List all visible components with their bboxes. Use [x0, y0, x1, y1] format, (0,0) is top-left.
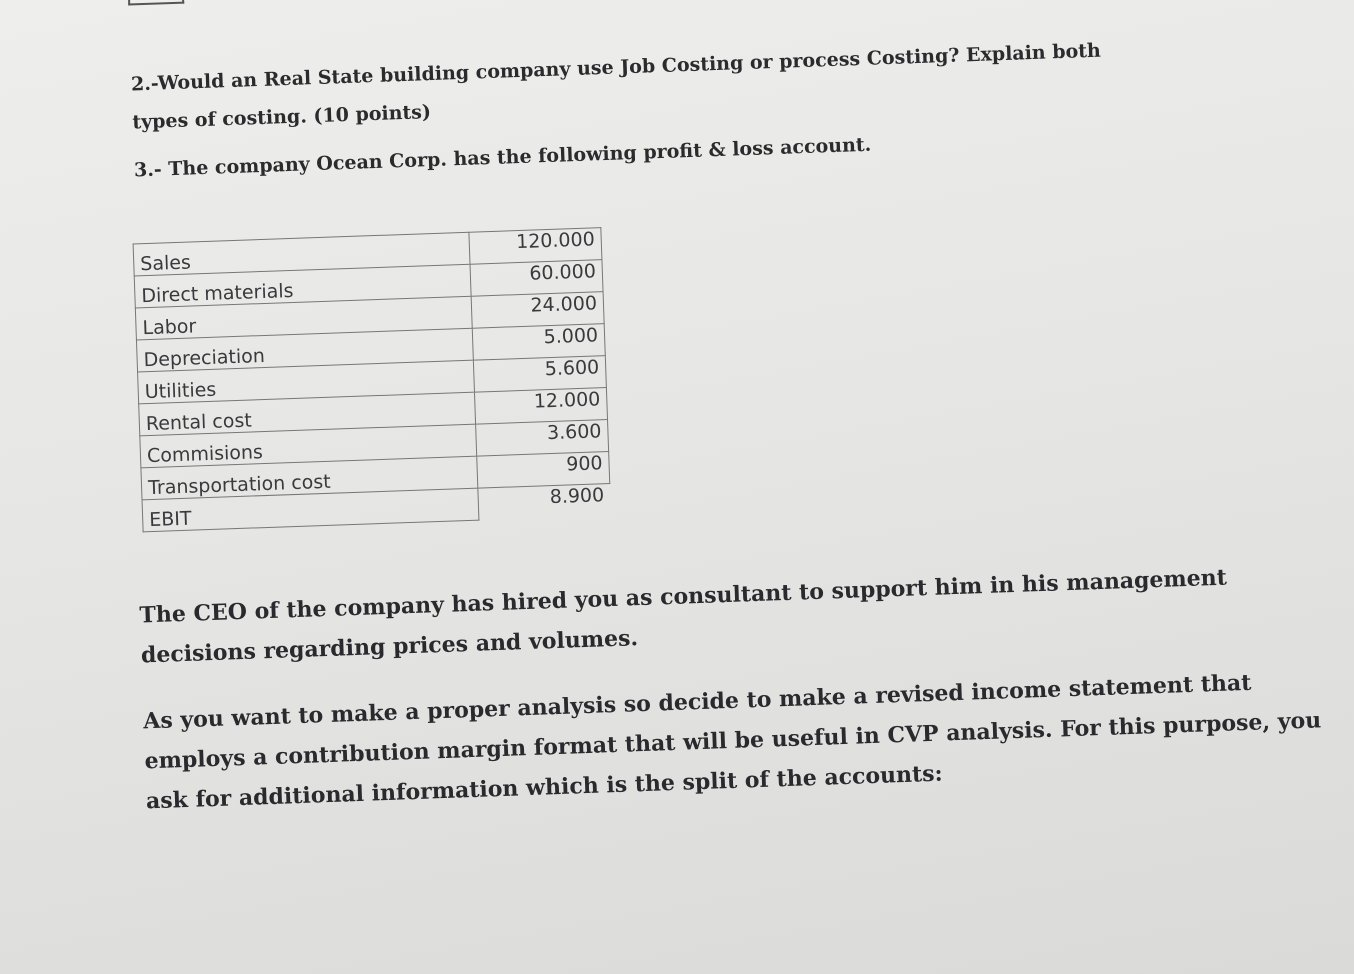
- paragraph-ceo: The CEO of the company has hired you as consultant to support him in his management decisions regarding prices and volumes.: [139, 564, 1228, 669]
- profit-loss-table: [133, 227, 612, 532]
- row-value: 3.600: [476, 420, 609, 457]
- row-label: Direct materials: [134, 264, 471, 308]
- row-label: Utilities: [138, 360, 475, 404]
- row-label: Depreciation: [136, 328, 473, 372]
- paragraph-analysis: As you want to make a proper analysis so decide to make a revised income statement that employs a contribution margin format that will be useful in CVP analysis. For this purpose, you ask for additional information which is the split of the accounts:: [142, 669, 1322, 815]
- previous-table-cell: [127, 0, 184, 6]
- row-value: 8.900: [478, 484, 611, 521]
- row-label: Commisions: [140, 424, 477, 468]
- question-2: 2.-Would an Real State building company use Job Costing or process Costing? Explain both types of costing. (10 points): [130, 39, 1102, 134]
- row-label: Sales: [133, 232, 470, 276]
- row-label: EBIT: [142, 488, 479, 532]
- row-label: Transportation cost: [141, 456, 478, 500]
- row-value: 5.600: [473, 356, 606, 393]
- row-value: 120.000: [469, 228, 602, 265]
- row-value: 12.000: [474, 388, 607, 425]
- row-label: Labor: [135, 296, 472, 340]
- row-value: 24.000: [471, 292, 604, 329]
- question-3: 3.- The company Ocean Corp. has the following profit & loss account.: [133, 133, 872, 182]
- row-value: 60.000: [470, 260, 603, 297]
- row-value: 5.000: [472, 324, 605, 361]
- row-label: Rental cost: [139, 392, 476, 436]
- row-value: 900: [477, 452, 610, 489]
